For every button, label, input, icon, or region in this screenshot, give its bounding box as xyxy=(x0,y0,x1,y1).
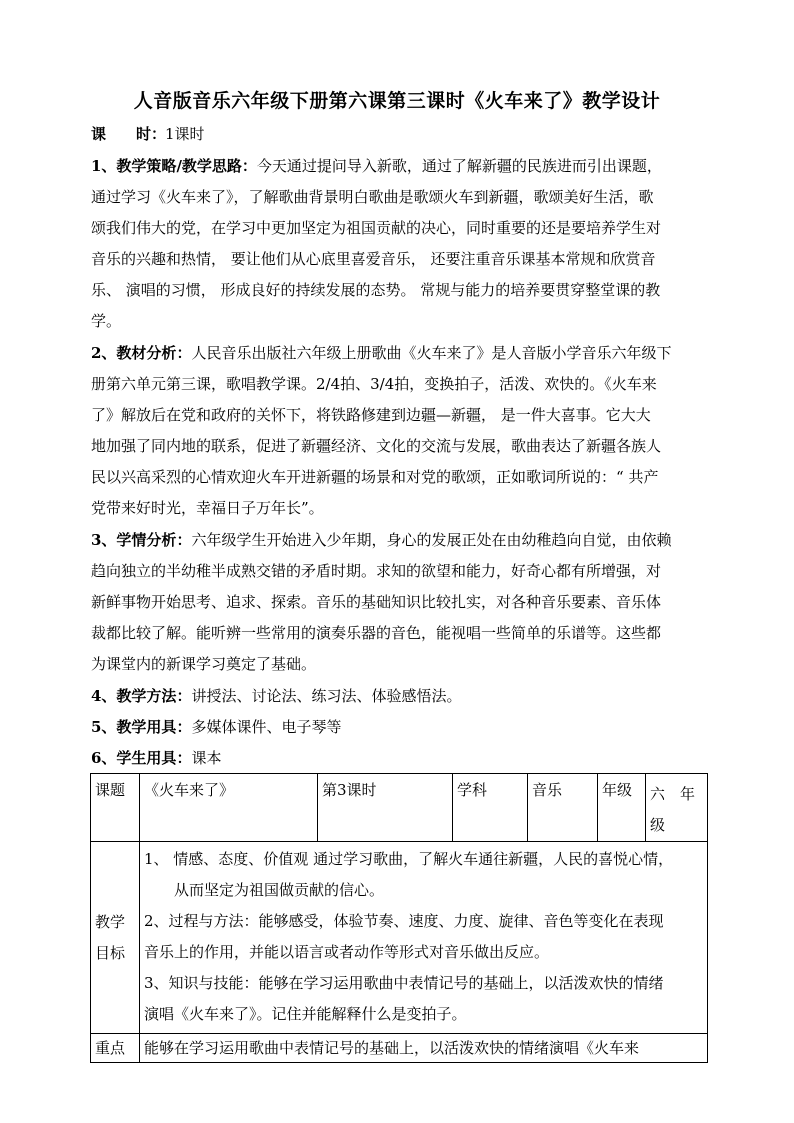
section-3-line-4: 裁都比较了解。能听辨一些常用的演奏乐器的音色，能视唱一些简单的乐谱等。这些都 xyxy=(91,624,662,642)
table-row xyxy=(91,774,708,842)
section-1-line-6: 学。 xyxy=(91,312,122,330)
cell-objectives-content xyxy=(140,842,708,1034)
objective-line: 3、知识与技能：能够在学习运用歌曲中表情记号的基础上，以活泼欢快的情绪 xyxy=(144,974,664,992)
cell-topic-label: 课题 xyxy=(91,774,140,842)
class-hours-value: 1课时 xyxy=(165,125,205,143)
section-1-line-1: 1、教学策略/教学思路：今天通过提问导入新歌，通过了解新疆的民族进而引出课题， xyxy=(91,157,662,175)
section-3-line-3: 新鲜事物开始思考、追求、探索。音乐的基础知识比较扎实，对各种音乐要素、音乐体 xyxy=(91,593,662,611)
cell-topic-value: 《火车来了》 xyxy=(140,774,318,842)
section-1-line-2: 通过学习《火车来了》，了解歌曲背景明白歌曲是歌颂火车到新疆，歌颂美好生活，歌 xyxy=(91,188,654,206)
cell-subject-label: 学科 xyxy=(453,774,528,842)
section-4: 4、教学方法：讲授法、讨论法、练习法、体验感悟法。 xyxy=(91,687,462,705)
section-2-line-4: 地加强了同内地的联系，促进了新疆经济、文化的交流与发展，歌曲表达了新疆各族人 xyxy=(91,437,662,455)
section-2-line-2: 册第六单元第三课，歌唱教学课。2/4拍、3/4拍，变换拍子，活泼、欢快的。《火车来 xyxy=(91,375,657,393)
section-2-line-6: 党带来好时光，幸福日子万年长”。 xyxy=(91,499,324,517)
section-6-heading: 6、学生用具： xyxy=(91,749,192,767)
section-1-line-4: 音乐的兴趣和热情， 要让他们从心底里喜爱音乐， 还要注重音乐课基本常规和欣赏音 xyxy=(91,250,656,268)
cell-key-point-content: 能够在学习运用歌曲中表情记号的基础上，以活泼欢快的情绪演唱《火车来 xyxy=(140,1034,708,1063)
cell-grade-label: 年级 xyxy=(598,774,646,842)
section-3-line-5: 为课堂内的新课学习奠定了基础。 xyxy=(91,655,317,673)
table-row xyxy=(91,842,708,1034)
cell-lesson-number: 第3课时 xyxy=(318,774,453,842)
section-3-line-1: 3、学情分析：六年级学生开始进入少年期，身心的发展正处在由幼稚趋向自觉，由依赖 xyxy=(91,531,672,549)
section-4-heading: 4、教学方法： xyxy=(91,687,192,705)
section-6: 6、学生用具：课本 xyxy=(91,749,222,767)
objective-line: 音乐上的作用，并能以语言或者动作等形式对音乐做出反应。 xyxy=(144,943,550,961)
table-row xyxy=(91,1034,708,1063)
objective-line: 演唱《火车来了》。记住并能解释什么是变拍子。 xyxy=(144,1005,467,1023)
cell-key-point-label: 重点 xyxy=(91,1034,140,1063)
section-2-heading: 2、教材分析： xyxy=(91,344,192,362)
document-title: 人音版音乐六年级下册第六课第三课时《火车来了》教学设计 xyxy=(133,90,661,112)
objective-line: 2、过程与方法：能够感受，体验节奏、速度、力度、旋律、音色等变化在表现 xyxy=(144,912,664,930)
section-2-line-3: 了》解放后在党和政府的关怀下，将铁路修建到边疆—新疆， 是一件大喜事。它大大 xyxy=(91,406,651,424)
section-1-line-5: 乐、 演唱的习惯， 形成良好的持续发展的态势。 常规与能力的培养要贯穿整堂课的教 xyxy=(91,281,661,299)
section-5: 5、教学用具：多媒体课件、电子琴等 xyxy=(91,718,342,736)
section-3-heading: 3、学情分析： xyxy=(91,531,192,549)
section-5-heading: 5、教学用具： xyxy=(91,718,192,736)
class-hours-label: 课 时： xyxy=(91,125,167,143)
lesson-info-table xyxy=(90,773,708,1063)
cell-subject-value: 音乐 xyxy=(528,774,598,842)
section-3-line-2: 趋向独立的半幼稚半成熟交错的矛盾时期。求知的欲望和能力，好奇心都有所增强，对 xyxy=(91,562,662,580)
section-2-line-1: 2、教材分析：人民音乐出版社六年级上册歌曲《火车来了》是人音版小学音乐六年级下 xyxy=(91,344,672,362)
cell-grade-value: 六 年 级 xyxy=(646,774,708,842)
objective-line: 从而坚定为祖国做贡献的信心。 xyxy=(144,881,385,899)
class-hours xyxy=(91,124,711,144)
section-1-line-3: 颂我们伟大的党，在学习中更加坚定为祖国贡献的决心，同时重要的还是要培养学生对 xyxy=(91,219,662,237)
objective-line: 1、 情感、态度、价值观 通过学习歌曲，了解火车通往新疆，人民的喜悦心情， xyxy=(144,850,674,868)
cell-objectives-label: 教学 目标 xyxy=(91,842,140,1034)
section-2-line-5: 民以兴高采烈的心情欢迎火车开进新疆的场景和对党的歌颂，正如歌词所说的：“ 共产 xyxy=(91,468,659,486)
section-1-heading: 1、教学策略/教学思路： xyxy=(91,157,257,175)
